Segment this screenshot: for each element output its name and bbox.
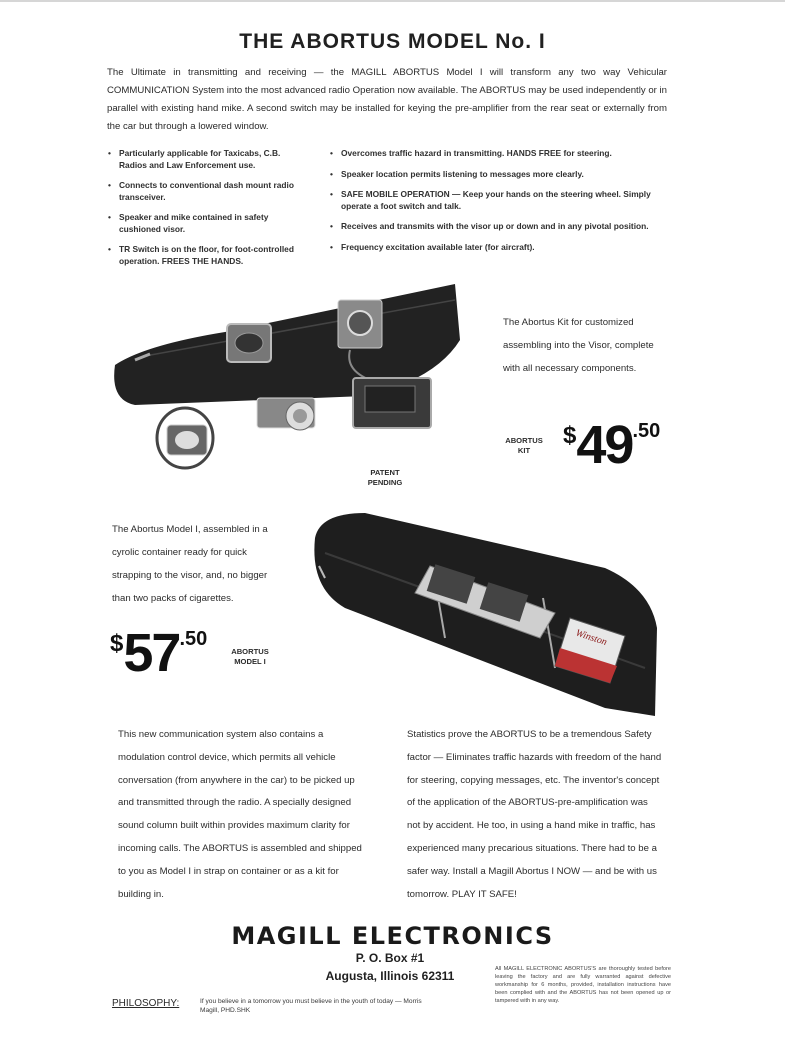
brand-name: MAGILL ELECTRONICS — [231, 922, 554, 950]
list-item: • Particularly applicable for Taxicabs, C.B. Radios and Law Enforcement use. — [108, 148, 300, 171]
model-caption: The Abortus Model I, assembled in a cyrolic container ready for quick strapping to the visor, and, no bigger than two packs of cigarettes. — [112, 524, 268, 604]
model-price: $57.50 — [110, 623, 208, 683]
top-rule — [0, 0, 785, 2]
philosophy-quote: If you believe in a tomorrow you must believe in the youth of today — Morris Magill, PHD.SHK — [200, 998, 422, 1014]
po-box: P. O. Box #1 — [355, 951, 425, 965]
list-item: • Frequency excitation available later (for aircraft). — [330, 242, 668, 254]
model-label: ABORTUS MODEL I — [231, 647, 269, 666]
list-item: • Speaker location permits listening to messages more clearly. — [330, 169, 668, 181]
kit-photo — [105, 280, 465, 480]
list-item: • Speaker and mike contained in safety cushioned visor. — [108, 212, 300, 235]
list-item: • Overcomes traffic hazard in transmitting. HANDS FREE for steering. — [330, 148, 668, 160]
page-title: THE ABORTUS MODEL No. I — [239, 30, 546, 53]
pack-brand: Winston — [574, 627, 609, 649]
kit-price: $49.50 — [563, 415, 661, 475]
list-item: • SAFE MOBILE OPERATION — Keep your hands on the steering wheel. Simply operate a foot switch and talk. — [330, 189, 668, 212]
feature-list-left — [108, 148, 300, 276]
list-item: • TR Switch is on the floor, for foot-controlled operation. FREES THE HANDS. — [108, 244, 300, 267]
warranty-text: All MAGILL ELECTRONIC ABORTUS'S are thoroughly tested before leaving the factory and are fully warranted against defective workmanship for 6 months, provided, installation instructions have been complied with and the ABORTUS has not been opened up or tampered with in any way. — [495, 966, 671, 1004]
kit-caption: The Abortus Kit for customized assembling into the Visor, complete with all necessary components. — [503, 317, 654, 374]
model-photo — [305, 508, 660, 718]
kit-label: ABORTUS KIT — [505, 436, 543, 455]
list-item: • Connects to conventional dash mount radio transceiver. — [108, 180, 300, 203]
patent-pending: PATENT PENDING — [367, 468, 403, 487]
body-left: This new communication system also contains a modulation control device, which permits all vehicle conversation (from anywhere in the car) to be picked up and transmitted through the radio. A specially designed sound column built within provides maximum clarity for incoming calls. The ABORTUS is assembled and shipped to you as Model I in strap on container or as a kit for building in. — [118, 729, 362, 900]
body-right: Statistics prove the ABORTUS to be a tremendous Safety factor — Eliminates traffic hazards with freedom of the hand for steering, copying messages, etc. The inventor's concept of the application of the ABORTUS-pre-amplification was not by accident. He too, in using a hand mike in traffic, has experienced many precarious situations. There had to be a safer way. Install a Magill Abortus I NOW — and be with us tomorrow. PLAY IT SAFE! — [407, 729, 662, 900]
feature-list-right — [330, 148, 668, 262]
city-address: Augusta, Illinois 62311 — [325, 969, 455, 983]
philosophy-label: PHILOSOPHY: — [112, 998, 180, 1009]
list-item: • Receives and transmits with the visor up or down and in any pivotal position. — [330, 221, 668, 233]
intro-paragraph: The Ultimate in transmitting and receiving — the MAGILL ABORTUS Model I will transform any two way Vehicular COMMUNICATION System into the most advanced radio Operation now available. The ABORTUS may be used independently or in parallel with existing hand mike. A second switch may be installed for keying the pre-amplifier from the rear seat or externally from the car but through a lowered window. — [107, 67, 667, 132]
